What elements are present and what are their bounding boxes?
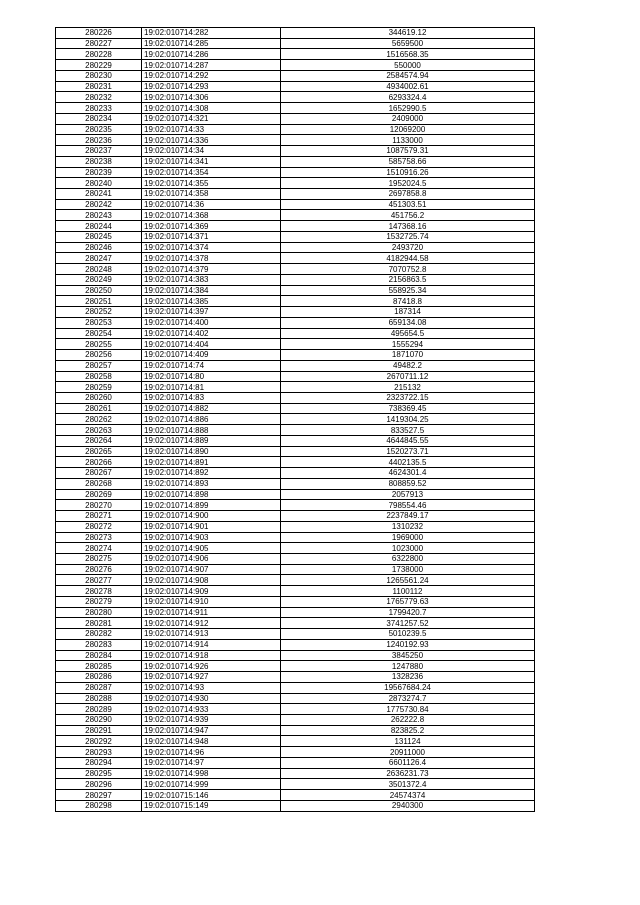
value-cell: 2584574.94 — [281, 70, 535, 81]
value-cell: 1652990.5 — [281, 103, 535, 114]
value-cell: 1240192.93 — [281, 639, 535, 650]
row-number-cell: 280235 — [56, 124, 142, 135]
value-cell: 1871070 — [281, 350, 535, 361]
table-row — [56, 414, 535, 425]
cadastral-number-cell: 19:02:010714:926 — [142, 661, 281, 672]
row-number-cell: 280271 — [56, 511, 142, 522]
row-number-cell: 280227 — [56, 38, 142, 49]
cadastral-number-cell: 19:02:010714:930 — [142, 693, 281, 704]
cadastral-number-cell: 19:02:010714:374 — [142, 242, 281, 253]
table-row — [56, 92, 535, 103]
row-number-cell: 280276 — [56, 564, 142, 575]
cadastral-number-cell: 19:02:010714:355 — [142, 178, 281, 189]
row-number-cell: 280294 — [56, 757, 142, 768]
cadastral-number-cell: 19:02:010714:939 — [142, 715, 281, 726]
table-row — [56, 521, 535, 532]
table-row — [56, 264, 535, 275]
value-cell: 738369.45 — [281, 403, 535, 414]
table-row — [56, 350, 535, 361]
table-row — [56, 113, 535, 124]
table-row — [56, 779, 535, 790]
cadastral-number-cell: 19:02:010714:81 — [142, 382, 281, 393]
row-number-cell: 280262 — [56, 414, 142, 425]
cadastral-number-cell: 19:02:010714:903 — [142, 532, 281, 543]
row-number-cell: 280258 — [56, 371, 142, 382]
cadastral-number-cell: 19:02:010714:83 — [142, 392, 281, 403]
cadastral-number-cell: 19:02:010714:321 — [142, 113, 281, 124]
row-number-cell: 280234 — [56, 113, 142, 124]
value-cell: 1555294 — [281, 339, 535, 350]
cadastral-number-cell: 19:02:010714:96 — [142, 747, 281, 758]
row-number-cell: 280287 — [56, 682, 142, 693]
value-cell: 19567684.24 — [281, 682, 535, 693]
value-cell: 798554.46 — [281, 500, 535, 511]
table-row — [56, 607, 535, 618]
row-number-cell: 280298 — [56, 800, 142, 811]
table-row — [56, 757, 535, 768]
value-cell: 1738000 — [281, 564, 535, 575]
table-row — [56, 650, 535, 661]
table-row — [56, 693, 535, 704]
value-cell: 6322800 — [281, 553, 535, 564]
cadastral-number-cell: 19:02:010714:905 — [142, 543, 281, 554]
row-number-cell: 280285 — [56, 661, 142, 672]
table-row — [56, 49, 535, 60]
value-cell: 6293324.4 — [281, 92, 535, 103]
table-row — [56, 435, 535, 446]
cadastral-number-cell: 19:02:010714:80 — [142, 371, 281, 382]
row-number-cell: 280282 — [56, 629, 142, 640]
cadastral-number-cell: 19:02:010714:97 — [142, 757, 281, 768]
value-cell: 4934002.61 — [281, 81, 535, 92]
cadastral-number-cell: 19:02:010714:998 — [142, 768, 281, 779]
cadastral-number-cell: 19:02:010714:36 — [142, 199, 281, 210]
cadastral-number-cell: 19:02:010714:306 — [142, 92, 281, 103]
value-cell: 2323722.15 — [281, 392, 535, 403]
row-number-cell: 280238 — [56, 156, 142, 167]
row-number-cell: 280249 — [56, 274, 142, 285]
cadastral-number-cell: 19:02:010714:947 — [142, 725, 281, 736]
cadastral-number-cell: 19:02:010714:892 — [142, 468, 281, 479]
row-number-cell: 280277 — [56, 575, 142, 586]
value-cell: 1520273.71 — [281, 446, 535, 457]
table-row — [56, 704, 535, 715]
cadastral-number-cell: 19:02:010714:282 — [142, 28, 281, 39]
table-row — [56, 639, 535, 650]
data-table — [55, 27, 535, 812]
value-cell: 3845250 — [281, 650, 535, 661]
value-cell: 262222.8 — [281, 715, 535, 726]
value-cell: 808859.52 — [281, 478, 535, 489]
table-row — [56, 725, 535, 736]
table-row — [56, 242, 535, 253]
cadastral-number-cell: 19:02:010714:368 — [142, 210, 281, 221]
row-number-cell: 280259 — [56, 382, 142, 393]
row-number-cell: 280289 — [56, 704, 142, 715]
cadastral-number-cell: 19:02:010714:409 — [142, 350, 281, 361]
row-number-cell: 280244 — [56, 221, 142, 232]
value-cell: 4182944.58 — [281, 253, 535, 264]
value-cell: 2697858.8 — [281, 189, 535, 200]
row-number-cell: 280230 — [56, 70, 142, 81]
table-row — [56, 489, 535, 500]
cadastral-number-cell: 19:02:010714:899 — [142, 500, 281, 511]
table-row — [56, 221, 535, 232]
row-number-cell: 280239 — [56, 167, 142, 178]
table-row — [56, 618, 535, 629]
value-cell: 4402135.5 — [281, 457, 535, 468]
row-number-cell: 280296 — [56, 779, 142, 790]
table-row — [56, 285, 535, 296]
table-row — [56, 446, 535, 457]
cadastral-number-cell: 19:02:010714:285 — [142, 38, 281, 49]
table-row — [56, 178, 535, 189]
cadastral-number-cell: 19:02:010714:882 — [142, 403, 281, 414]
value-cell: 215132 — [281, 382, 535, 393]
cadastral-number-cell: 19:02:010714:358 — [142, 189, 281, 200]
cadastral-number-cell: 19:02:010714:402 — [142, 328, 281, 339]
table-row — [56, 403, 535, 414]
value-cell: 2873274.7 — [281, 693, 535, 704]
value-cell: 1328236 — [281, 672, 535, 683]
cadastral-number-cell: 19:02:010714:341 — [142, 156, 281, 167]
row-number-cell: 280250 — [56, 285, 142, 296]
cadastral-number-cell: 19:02:010714:912 — [142, 618, 281, 629]
table-row — [56, 682, 535, 693]
cadastral-number-cell: 19:02:010714:385 — [142, 296, 281, 307]
row-number-cell: 280242 — [56, 199, 142, 210]
value-cell: 20911000 — [281, 747, 535, 758]
cadastral-number-cell: 19:02:010715:146 — [142, 790, 281, 801]
value-cell: 659134.08 — [281, 317, 535, 328]
table-row — [56, 81, 535, 92]
table-row — [56, 564, 535, 575]
table-row — [56, 189, 535, 200]
cadastral-number-cell: 19:02:010715:149 — [142, 800, 281, 811]
value-cell: 131124 — [281, 736, 535, 747]
row-number-cell: 280229 — [56, 60, 142, 71]
table-row — [56, 60, 535, 71]
row-number-cell: 280261 — [56, 403, 142, 414]
table-row — [56, 672, 535, 683]
cadastral-number-cell: 19:02:010714:908 — [142, 575, 281, 586]
cadastral-number-cell: 19:02:010714:400 — [142, 317, 281, 328]
cadastral-number-cell: 19:02:010714:901 — [142, 521, 281, 532]
table-row — [56, 156, 535, 167]
row-number-cell: 280293 — [56, 747, 142, 758]
cadastral-number-cell: 19:02:010714:383 — [142, 274, 281, 285]
cadastral-number-cell: 19:02:010714:914 — [142, 639, 281, 650]
value-cell: 4624301.4 — [281, 468, 535, 479]
value-cell: 1247880 — [281, 661, 535, 672]
value-cell: 5010239.5 — [281, 629, 535, 640]
row-number-cell: 280231 — [56, 81, 142, 92]
value-cell: 1765779.63 — [281, 596, 535, 607]
row-number-cell: 280275 — [56, 553, 142, 564]
cadastral-number-cell: 19:02:010714:74 — [142, 360, 281, 371]
value-cell: 12069200 — [281, 124, 535, 135]
cadastral-number-cell: 19:02:010714:911 — [142, 607, 281, 618]
value-cell: 1532725.74 — [281, 231, 535, 242]
cadastral-number-cell: 19:02:010714:910 — [142, 596, 281, 607]
table-row — [56, 199, 535, 210]
table-row — [56, 575, 535, 586]
value-cell: 1133000 — [281, 135, 535, 146]
table-row — [56, 543, 535, 554]
value-cell: 6601126.4 — [281, 757, 535, 768]
value-cell: 7070752.8 — [281, 264, 535, 275]
value-cell: 550000 — [281, 60, 535, 71]
cadastral-number-cell: 19:02:010714:891 — [142, 457, 281, 468]
cadastral-number-cell: 19:02:010714:293 — [142, 81, 281, 92]
value-cell: 2409000 — [281, 113, 535, 124]
table-row — [56, 317, 535, 328]
cadastral-number-cell: 19:02:010714:33 — [142, 124, 281, 135]
table-row — [56, 382, 535, 393]
table-row — [56, 307, 535, 318]
row-number-cell: 280236 — [56, 135, 142, 146]
cadastral-number-cell: 19:02:010714:907 — [142, 564, 281, 575]
row-number-cell: 280273 — [56, 532, 142, 543]
row-number-cell: 280247 — [56, 253, 142, 264]
row-number-cell: 280237 — [56, 146, 142, 157]
row-number-cell: 280264 — [56, 435, 142, 446]
row-number-cell: 280245 — [56, 231, 142, 242]
value-cell: 5659500 — [281, 38, 535, 49]
cadastral-number-cell: 19:02:010714:371 — [142, 231, 281, 242]
row-number-cell: 280265 — [56, 446, 142, 457]
cadastral-number-cell: 19:02:010714:999 — [142, 779, 281, 790]
table-row — [56, 135, 535, 146]
table-row — [56, 28, 535, 39]
value-cell: 1023000 — [281, 543, 535, 554]
cadastral-number-cell: 19:02:010714:34 — [142, 146, 281, 157]
row-number-cell: 280283 — [56, 639, 142, 650]
row-number-cell: 280286 — [56, 672, 142, 683]
cadastral-number-cell: 19:02:010714:909 — [142, 586, 281, 597]
row-number-cell: 280267 — [56, 468, 142, 479]
table-row — [56, 231, 535, 242]
row-number-cell: 280297 — [56, 790, 142, 801]
row-number-cell: 280268 — [56, 478, 142, 489]
row-number-cell: 280292 — [56, 736, 142, 747]
table-row — [56, 457, 535, 468]
row-number-cell: 280281 — [56, 618, 142, 629]
row-number-cell: 280252 — [56, 307, 142, 318]
row-number-cell: 280241 — [56, 189, 142, 200]
row-number-cell: 280226 — [56, 28, 142, 39]
row-number-cell: 280243 — [56, 210, 142, 221]
value-cell: 4644845.55 — [281, 435, 535, 446]
value-cell: 495654.5 — [281, 328, 535, 339]
row-number-cell: 280270 — [56, 500, 142, 511]
value-cell: 2670711.12 — [281, 371, 535, 382]
cadastral-number-cell: 19:02:010714:93 — [142, 682, 281, 693]
table-row — [56, 478, 535, 489]
cadastral-number-cell: 19:02:010714:354 — [142, 167, 281, 178]
table-row — [56, 511, 535, 522]
table-row — [56, 661, 535, 672]
row-number-cell: 280251 — [56, 296, 142, 307]
table-row — [56, 274, 535, 285]
row-number-cell: 280260 — [56, 392, 142, 403]
row-number-cell: 280257 — [56, 360, 142, 371]
table-row — [56, 790, 535, 801]
cadastral-number-cell: 19:02:010714:336 — [142, 135, 281, 146]
table-row — [56, 167, 535, 178]
value-cell: 451303.51 — [281, 199, 535, 210]
table-row — [56, 253, 535, 264]
value-cell: 823825.2 — [281, 725, 535, 736]
table-row — [56, 210, 535, 221]
cadastral-number-cell: 19:02:010714:913 — [142, 629, 281, 640]
table-row — [56, 553, 535, 564]
value-cell: 1516568.35 — [281, 49, 535, 60]
table-row — [56, 800, 535, 811]
value-cell: 833527.5 — [281, 425, 535, 436]
row-number-cell: 280255 — [56, 339, 142, 350]
value-cell: 1510916.26 — [281, 167, 535, 178]
cadastral-number-cell: 19:02:010714:927 — [142, 672, 281, 683]
table-row — [56, 103, 535, 114]
cadastral-number-cell: 19:02:010714:378 — [142, 253, 281, 264]
row-number-cell: 280248 — [56, 264, 142, 275]
row-number-cell: 280280 — [56, 607, 142, 618]
cadastral-number-cell: 19:02:010714:369 — [142, 221, 281, 232]
value-cell: 2636231.73 — [281, 768, 535, 779]
table-row — [56, 629, 535, 640]
row-number-cell: 280228 — [56, 49, 142, 60]
cadastral-number-cell: 19:02:010714:404 — [142, 339, 281, 350]
table-row — [56, 339, 535, 350]
cadastral-number-cell: 19:02:010714:900 — [142, 511, 281, 522]
value-cell: 558925.34 — [281, 285, 535, 296]
table-row — [56, 124, 535, 135]
table-row — [56, 360, 535, 371]
row-number-cell: 280288 — [56, 693, 142, 704]
row-number-cell: 280253 — [56, 317, 142, 328]
cadastral-number-cell: 19:02:010714:948 — [142, 736, 281, 747]
cadastral-number-cell: 19:02:010714:379 — [142, 264, 281, 275]
cadastral-number-cell: 19:02:010714:893 — [142, 478, 281, 489]
table-row — [56, 715, 535, 726]
value-cell: 147368.16 — [281, 221, 535, 232]
value-cell: 187314 — [281, 307, 535, 318]
row-number-cell: 280232 — [56, 92, 142, 103]
table-row — [56, 38, 535, 49]
row-number-cell: 280256 — [56, 350, 142, 361]
value-cell: 1100112 — [281, 586, 535, 597]
row-number-cell: 280233 — [56, 103, 142, 114]
table-row — [56, 146, 535, 157]
cadastral-number-cell: 19:02:010714:906 — [142, 553, 281, 564]
row-number-cell: 280246 — [56, 242, 142, 253]
row-number-cell: 280295 — [56, 768, 142, 779]
cadastral-number-cell: 19:02:010714:889 — [142, 435, 281, 446]
row-number-cell: 280284 — [56, 650, 142, 661]
table-row — [56, 736, 535, 747]
value-cell: 3741257.52 — [281, 618, 535, 629]
row-number-cell: 280278 — [56, 586, 142, 597]
table-body — [56, 28, 535, 812]
table-row — [56, 532, 535, 543]
cadastral-number-cell: 19:02:010714:890 — [142, 446, 281, 457]
row-number-cell: 280291 — [56, 725, 142, 736]
value-cell: 1775730.84 — [281, 704, 535, 715]
value-cell: 1087579.31 — [281, 146, 535, 157]
value-cell: 2237849.17 — [281, 511, 535, 522]
table-row — [56, 70, 535, 81]
value-cell: 49482.2 — [281, 360, 535, 371]
value-cell: 2057913 — [281, 489, 535, 500]
row-number-cell: 280254 — [56, 328, 142, 339]
cadastral-number-cell: 19:02:010714:286 — [142, 49, 281, 60]
cadastral-number-cell: 19:02:010714:287 — [142, 60, 281, 71]
row-number-cell: 280272 — [56, 521, 142, 532]
row-number-cell: 280263 — [56, 425, 142, 436]
table-row — [56, 468, 535, 479]
value-cell: 1419304.25 — [281, 414, 535, 425]
cadastral-number-cell: 19:02:010714:886 — [142, 414, 281, 425]
value-cell: 1265561.24 — [281, 575, 535, 586]
value-cell: 1310232 — [281, 521, 535, 532]
value-cell: 24574374 — [281, 790, 535, 801]
cadastral-number-cell: 19:02:010714:397 — [142, 307, 281, 318]
value-cell: 3501372.4 — [281, 779, 535, 790]
table-row — [56, 500, 535, 511]
table-row — [56, 586, 535, 597]
table-row — [56, 768, 535, 779]
value-cell: 2940300 — [281, 800, 535, 811]
value-cell: 2156863.5 — [281, 274, 535, 285]
value-cell: 344619.12 — [281, 28, 535, 39]
value-cell: 2493720 — [281, 242, 535, 253]
cadastral-number-cell: 19:02:010714:308 — [142, 103, 281, 114]
row-number-cell: 280279 — [56, 596, 142, 607]
cadastral-number-cell: 19:02:010714:384 — [142, 285, 281, 296]
value-cell: 87418.8 — [281, 296, 535, 307]
cadastral-number-cell: 19:02:010714:898 — [142, 489, 281, 500]
value-cell: 1799420.7 — [281, 607, 535, 618]
value-cell: 1969000 — [281, 532, 535, 543]
table-row — [56, 425, 535, 436]
row-number-cell: 280266 — [56, 457, 142, 468]
table-row — [56, 371, 535, 382]
row-number-cell: 280274 — [56, 543, 142, 554]
value-cell: 451756.2 — [281, 210, 535, 221]
table-row — [56, 328, 535, 339]
cadastral-number-cell: 19:02:010714:918 — [142, 650, 281, 661]
table-row — [56, 296, 535, 307]
cadastral-number-cell: 19:02:010714:292 — [142, 70, 281, 81]
table-row — [56, 392, 535, 403]
value-cell: 585758.66 — [281, 156, 535, 167]
row-number-cell: 280290 — [56, 715, 142, 726]
cadastral-number-cell: 19:02:010714:933 — [142, 704, 281, 715]
row-number-cell: 280269 — [56, 489, 142, 500]
table-row — [56, 747, 535, 758]
cadastral-number-cell: 19:02:010714:888 — [142, 425, 281, 436]
table-row — [56, 596, 535, 607]
value-cell: 1952024.5 — [281, 178, 535, 189]
row-number-cell: 280240 — [56, 178, 142, 189]
